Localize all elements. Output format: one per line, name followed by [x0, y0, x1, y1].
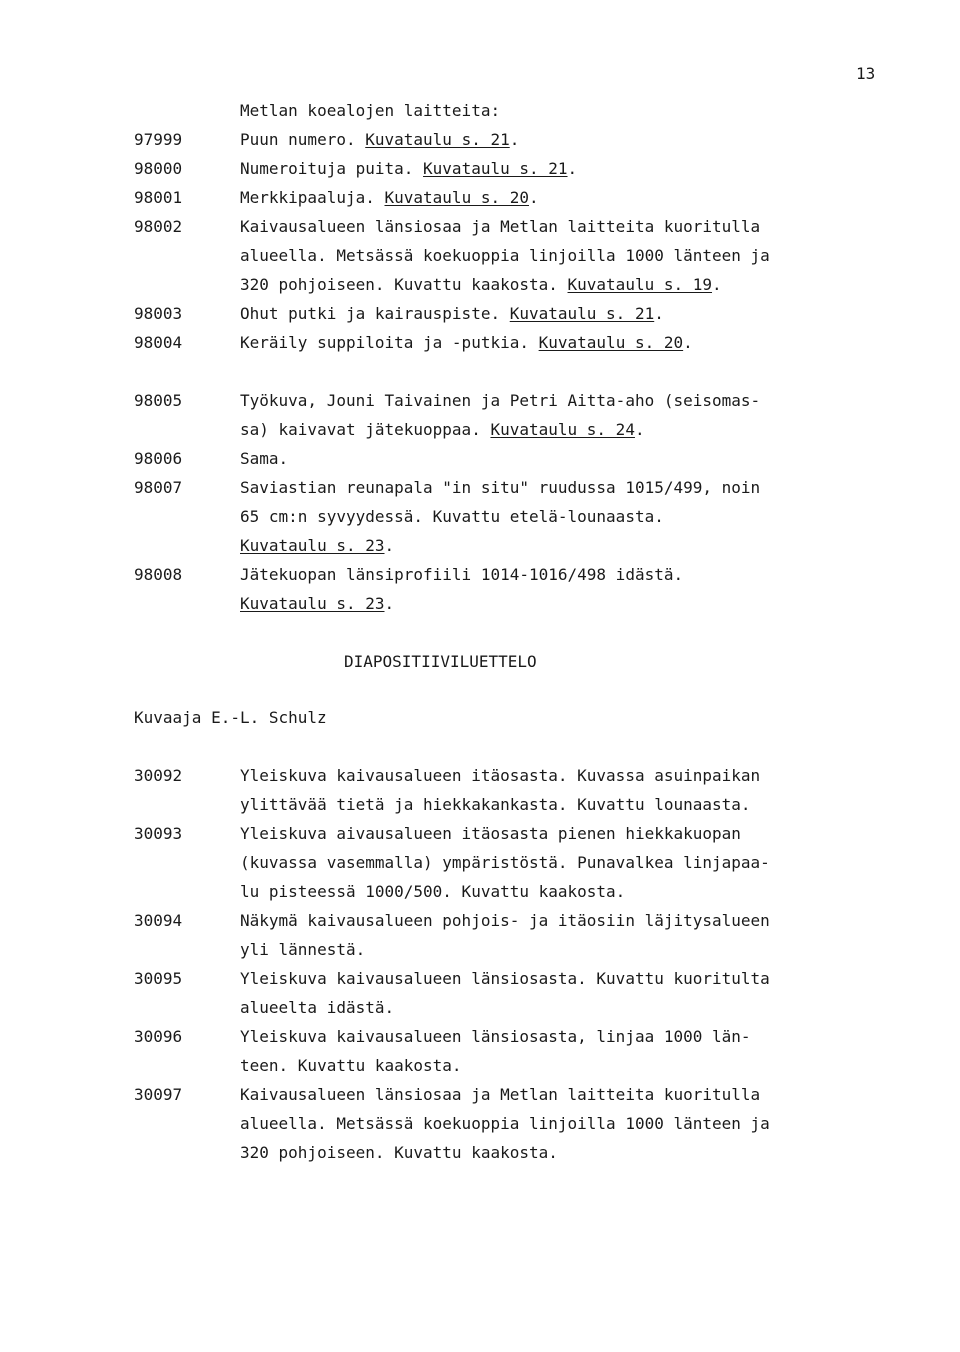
entry-text: Kaivausalueen länsiosaa ja Metlan laitteita kuoritulla [240, 217, 761, 236]
entry-code: 98005 [134, 391, 183, 410]
entry-line: yli lännestä. [240, 940, 366, 959]
plate-reference: Kuvataulu s. 19 [567, 275, 713, 294]
entry-punct: . [384, 594, 395, 613]
page-number: 13 [856, 64, 876, 83]
entry-line: Yleiskuva aivausalueen itäosasta pienen hiekkakuopan [240, 824, 741, 843]
entry-code: 98001 [134, 188, 183, 207]
entry-punct: . [384, 536, 395, 555]
entry-line [240, 303, 664, 325]
entry-punct: . [634, 420, 645, 439]
entry-line: ylittävää tietä ja hiekkakankasta. Kuvattu lounaasta. [240, 795, 751, 814]
entry-code: 30095 [134, 969, 183, 988]
entry-code: 30097 [134, 1085, 183, 1104]
entry-line: Näkymä kaivausalueen pohjois- ja itäosiin läjitysalueen [240, 911, 770, 930]
entry-line: lu pisteessä 1000/500. Kuvattu kaakosta. [240, 882, 626, 901]
plate-reference: Kuvataulu s. 24 [490, 420, 635, 439]
entry-line: teen. Kuvattu kaakosta. [240, 1056, 462, 1075]
entry-line: 320 pohjoiseen. Kuvattu kaakosta. [240, 1143, 558, 1162]
entry-text: Keräily suppiloita ja -putkia. [240, 333, 539, 352]
entry-code: 30096 [134, 1027, 183, 1046]
entry-line [240, 535, 394, 557]
entry-code: 98004 [134, 333, 183, 352]
entry-line: alueella. Metsässä koekuoppia linjoilla 1000 länteen ja [240, 1114, 770, 1133]
plate-reference: Kuvataulu s. 20 [538, 333, 684, 352]
entry-code: 98002 [134, 217, 183, 236]
entry-text: Puun numero. [240, 130, 366, 149]
entry-text: Merkkipaaluja. [240, 188, 385, 207]
section-heading: Metlan koealojen laitteita: [240, 101, 501, 120]
entry-text: 65 cm:n syvyydessä. Kuvattu etelä-lounaasta. [240, 507, 664, 526]
entry-line [240, 332, 693, 354]
entry-code: 30094 [134, 911, 183, 930]
entry-text: Numeroituja puita. [240, 159, 424, 178]
entry-punct: . [683, 333, 693, 352]
entry-text: sa) kaivavat jätekuoppaa. [240, 420, 491, 439]
entry-line [240, 419, 645, 441]
entry-text: Saviastian reunapala "in situ" ruudussa 1015/499, noin [240, 478, 761, 497]
entry-line: Yleiskuva kaivausalueen länsiosasta. Kuvattu kuoritulta [240, 969, 770, 988]
entry-code: 98003 [134, 304, 183, 323]
entry-line: Kaivausalueen länsiosaa ja Metlan laitteita kuoritulla [240, 1085, 761, 1104]
entry-line [240, 216, 760, 238]
entry-code: 98006 [134, 449, 183, 468]
entry-text: Työkuva, Jouni Taivainen ja Petri Aitta-aho (seisomas- [240, 391, 761, 410]
entry-line [240, 564, 683, 586]
list-title: DIAPOSITIIVILUETTELO [344, 652, 537, 671]
entry-text: Jätekuopan länsiprofiili 1014-1016/498 idästä. [240, 565, 684, 584]
entry-text: alueella. Metsässä koekuoppia linjoilla 1000 länteen ja [240, 246, 770, 265]
entry-code: 98008 [134, 565, 183, 584]
entry-line [240, 129, 519, 151]
entry-code: 97999 [134, 130, 183, 149]
entry-punct: . [509, 130, 520, 149]
plate-reference: Kuvataulu s. 21 [365, 130, 510, 149]
entry-line [240, 390, 760, 412]
plate-reference: Kuvataulu s. 21 [423, 159, 568, 178]
entry-code: 30092 [134, 766, 183, 785]
plate-reference: Kuvataulu s. 21 [509, 304, 655, 323]
entry-line [240, 593, 394, 615]
entry-line [240, 506, 664, 528]
plate-reference: Kuvataulu s. 23 [240, 536, 385, 555]
entry-code: 30093 [134, 824, 183, 843]
entry-text: Ohut putki ja kairauspiste. [240, 304, 510, 323]
entry-punct: . [567, 159, 578, 178]
entry-line [240, 448, 288, 470]
plate-reference: Kuvataulu s. 20 [384, 188, 529, 207]
entry-line: Yleiskuva kaivausalueen länsiosasta, linjaa 1000 län- [240, 1027, 751, 1046]
photographer-line: Kuvaaja E.-L. Schulz [134, 708, 327, 727]
entry-line: (kuvassa vasemmalla) ympäristöstä. Punavalkea linjapaa- [240, 853, 770, 872]
entry-line [240, 477, 760, 499]
entry-line: Yleiskuva kaivausalueen itäosasta. Kuvassa asuinpaikan [240, 766, 761, 785]
entry-code: 98007 [134, 478, 183, 497]
entry-line [240, 245, 770, 267]
entry-text: 320 pohjoiseen. Kuvattu kaakosta. [240, 275, 568, 294]
entry-line [240, 158, 577, 180]
entry-line: alueelta idästä. [240, 998, 395, 1017]
entry-line [240, 187, 539, 209]
entry-punct: . [529, 188, 539, 207]
entry-code: 98000 [134, 159, 183, 178]
plate-reference: Kuvataulu s. 23 [240, 594, 385, 613]
entry-punct: . [654, 304, 664, 323]
entry-line [240, 274, 722, 296]
entry-punct: . [712, 275, 722, 294]
entry-text: Sama. [240, 449, 289, 468]
